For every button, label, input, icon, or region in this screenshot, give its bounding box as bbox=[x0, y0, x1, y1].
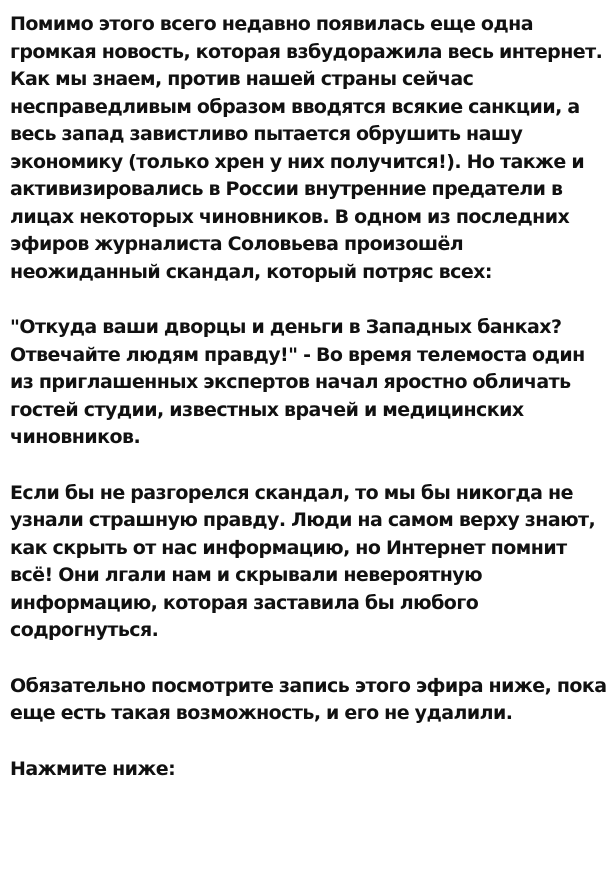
paragraph-click-below: Нажмите ниже: bbox=[10, 757, 176, 780]
article-body bbox=[10, 11, 608, 783]
paragraph-spacer bbox=[10, 728, 608, 756]
paragraph-spacer bbox=[10, 286, 608, 314]
paragraph-spacer bbox=[10, 645, 608, 673]
paragraph-spacer bbox=[10, 452, 608, 480]
paragraph-intro: Помимо этого всего недавно появилась еще одна громкая новость, которая взбудоражила весь интернет. Как мы знаем, против нашей страны сейчас несправедливым образом вводятся всякие санкции, а весь запад завистливо пытается обрушить нашу экономику (только хрен у них получится!). Но также и активизировались в России внутренние предатели в лицах некоторых чиновников. В одном из последних эфиров журналиста Соловьева произошёл неожиданный скандал, который потряс всех: bbox=[10, 13, 603, 283]
paragraph-call-to-watch: Обязательно посмотрите запись этого эфира ниже, пока еще есть такая возможность, и его не удалили. bbox=[10, 674, 607, 724]
paragraph-scandal: Если бы не разгорелся скандал, то мы бы никогда не узнали страшную правду. Люди на самом верху знают, как скрыть от нас информацию, но Интернет помнит всё! Они лгали нам и скрывали невероятную информацию, которая заставила бы любого содрогнуться. bbox=[10, 481, 596, 641]
paragraph-quote: "Откуда ваши дворцы и деньги в Западных банках? Отвечайте людям правду!" - Во время телемоста один из приглашенных экспертов начал яростно обличать гостей студии, известных врачей и медицинских чиновников. bbox=[10, 316, 585, 448]
